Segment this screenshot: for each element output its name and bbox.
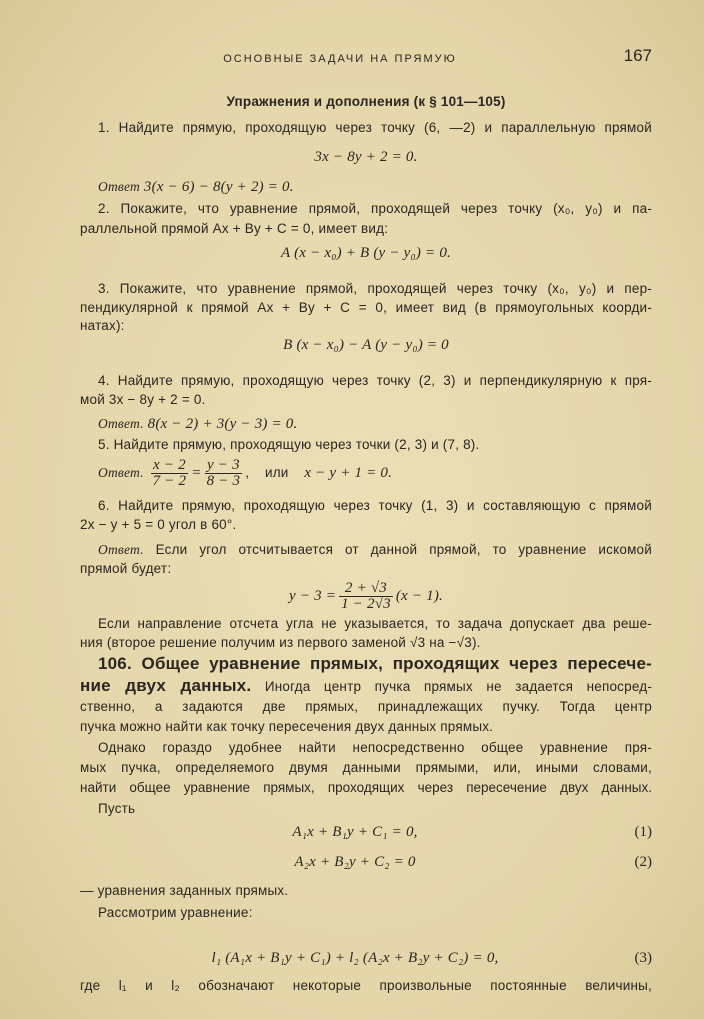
exercise-6-note: Если направление отсчета угла не указывается, то задача допускает два реше- xyxy=(98,616,652,631)
denominator: 1 − 2√3 xyxy=(341,596,391,613)
equation-2-number: (2) xyxy=(634,854,652,870)
exercise-1-answer xyxy=(80,178,652,196)
exercise-4-answer xyxy=(80,415,652,433)
exercises-heading: Упражнения и дополнения (к § 101—105) xyxy=(226,94,506,109)
page-number: 167 xyxy=(623,46,652,65)
exercise-6-answer-cont: прямой будет: xyxy=(80,561,172,576)
section-106-line4: пучка можно найти как точку пересечения двух данных прямых. xyxy=(80,719,494,734)
answer-label: Ответ. xyxy=(98,465,144,480)
fraction xyxy=(339,581,393,612)
answer-label: Ответ. xyxy=(98,416,144,431)
denominator: 8 − 3 xyxy=(206,472,241,489)
equation-right: (x − 1). xyxy=(395,588,443,604)
answer-text: Если угол отсчитывается от данной прямой, то уравнение искомой xyxy=(155,542,652,557)
section-106-line2 xyxy=(80,676,652,697)
section-106-line3: ственно, а задаются две прямых, принадлежащих пучку. Тогда центр xyxy=(80,699,652,714)
paragraph-2-line1: Однако гораздо удобнее найти непосредственно общее уравнение пря- xyxy=(98,740,652,755)
section-title-cont: ние двух данных. xyxy=(80,676,252,695)
exercise-5-answer: Ответ. $\frac{x - 2}{7 - 2}$ = $\frac{y - 3}{8 - 3}$ , или x − y + 1 = 0. xyxy=(98,456,393,489)
equation-3: l₁ (A₁x + B₁y + C₁) + l₂ (A₂x + B₂y + C₂) = 0, xyxy=(211,950,499,966)
last-line: где l₁ и l₂ обозначают некоторые произвольные постоянные величины, xyxy=(80,978,652,993)
exercise-6-text-cont: 2x − y + 5 = 0 угол в 60°. xyxy=(80,517,237,532)
or-word: или xyxy=(264,465,289,480)
exercise-1-text: 1. Найдите прямую, проходящую через точку (6, —2) и параллельную прямой xyxy=(98,120,652,135)
equation-2: A₂x + B₂y + C₂ = 0 xyxy=(294,854,416,870)
exercise-3-text-end: натах): xyxy=(80,318,125,333)
after-equations-text: — уравнения заданных прямых. xyxy=(80,883,289,898)
exercise-6-answer xyxy=(80,541,652,559)
equation-1: A₁x + B₁y + C₁ = 0, xyxy=(292,824,418,840)
exercise-4-text-cont: мой 3x − 8y + 2 = 0. xyxy=(80,392,206,407)
numerator: 2 + √3 xyxy=(339,581,393,597)
denominator: 7 − 2 xyxy=(152,472,187,489)
exercise-3-text-cont: пендикулярной к прямой Ax + By + C = 0, имеет вид (в прямоугольных коорди- xyxy=(80,300,652,315)
answer-label: Ответ xyxy=(98,179,140,194)
paragraph-2-line3: найти общее уравнение прямых, проходящих через пересечение двух данных. xyxy=(80,780,652,795)
exercise-5-text: 5. Найдите прямую, проходящую через точки (2, 3) и (7, 8). xyxy=(98,437,480,452)
paragraph-2-line2: мых пучка, определяемого двумя данными прямыми, или, иными словами, xyxy=(80,760,652,775)
exercise-6-note-cont: ния (второе решение получим из первого заменой √3 на −√3). xyxy=(80,635,481,650)
answer-label: Ответ. xyxy=(98,542,144,557)
paragraph-text: Иногда центр пучка прямых не задается непосред- xyxy=(264,679,653,694)
numerator: x − 2 xyxy=(151,458,189,474)
section-106-title: 106. Общее уравнение прямых, проходящих через пересече- xyxy=(98,654,652,673)
exercise-3-text: 3. Покажите, что уравнение прямой, проходящей через точку (x₀, y₀) и пер- xyxy=(98,281,652,296)
answer-equation: 8(x − 2) + 3(y − 3) = 0. xyxy=(147,416,298,432)
running-title: ОСНОВНЫЕ ЗАДАЧИ НА ПРЯМУЮ xyxy=(223,53,457,65)
equation-1-number: (1) xyxy=(634,824,652,840)
equation-3-number: (3) xyxy=(634,950,652,966)
consider-text: Рассмотрим уравнение: xyxy=(98,905,253,920)
exercise-2-equation: A (x − x₀) + B (y − y₀) = 0. xyxy=(281,245,451,261)
exercise-2-text: 2. Покажите, что уравнение прямой, проходящей через точку (x₀, y₀) и па- xyxy=(98,201,652,216)
exercise-6-equation xyxy=(80,580,652,612)
alt-equation: x − y + 1 = 0. xyxy=(304,465,393,481)
fraction xyxy=(151,458,189,489)
exercise-6-text: 6. Найдите прямую, проходящую через точку (1, 3) и составляющую с прямой xyxy=(98,498,652,513)
exercise-1-equation: 3x − 8y + 2 = 0. xyxy=(314,149,418,165)
answer-equation: 3(x − 6) − 8(y + 2) = 0. xyxy=(143,179,294,195)
numerator: y − 3 xyxy=(205,458,243,474)
let-word: Пусть xyxy=(98,801,136,816)
exercise-3-equation: B (x − x₀) − A (y − y₀) = 0 xyxy=(283,337,449,353)
equation-left: y − 3 = xyxy=(289,588,337,604)
exercise-4-text: 4. Найдите прямую, проходящую через точку (2, 3) и перпендикулярную к пря- xyxy=(98,373,652,388)
fraction xyxy=(205,458,243,489)
exercise-2-text-cont: раллельной прямой Ax + By + C = 0, имеет вид: xyxy=(80,221,389,236)
